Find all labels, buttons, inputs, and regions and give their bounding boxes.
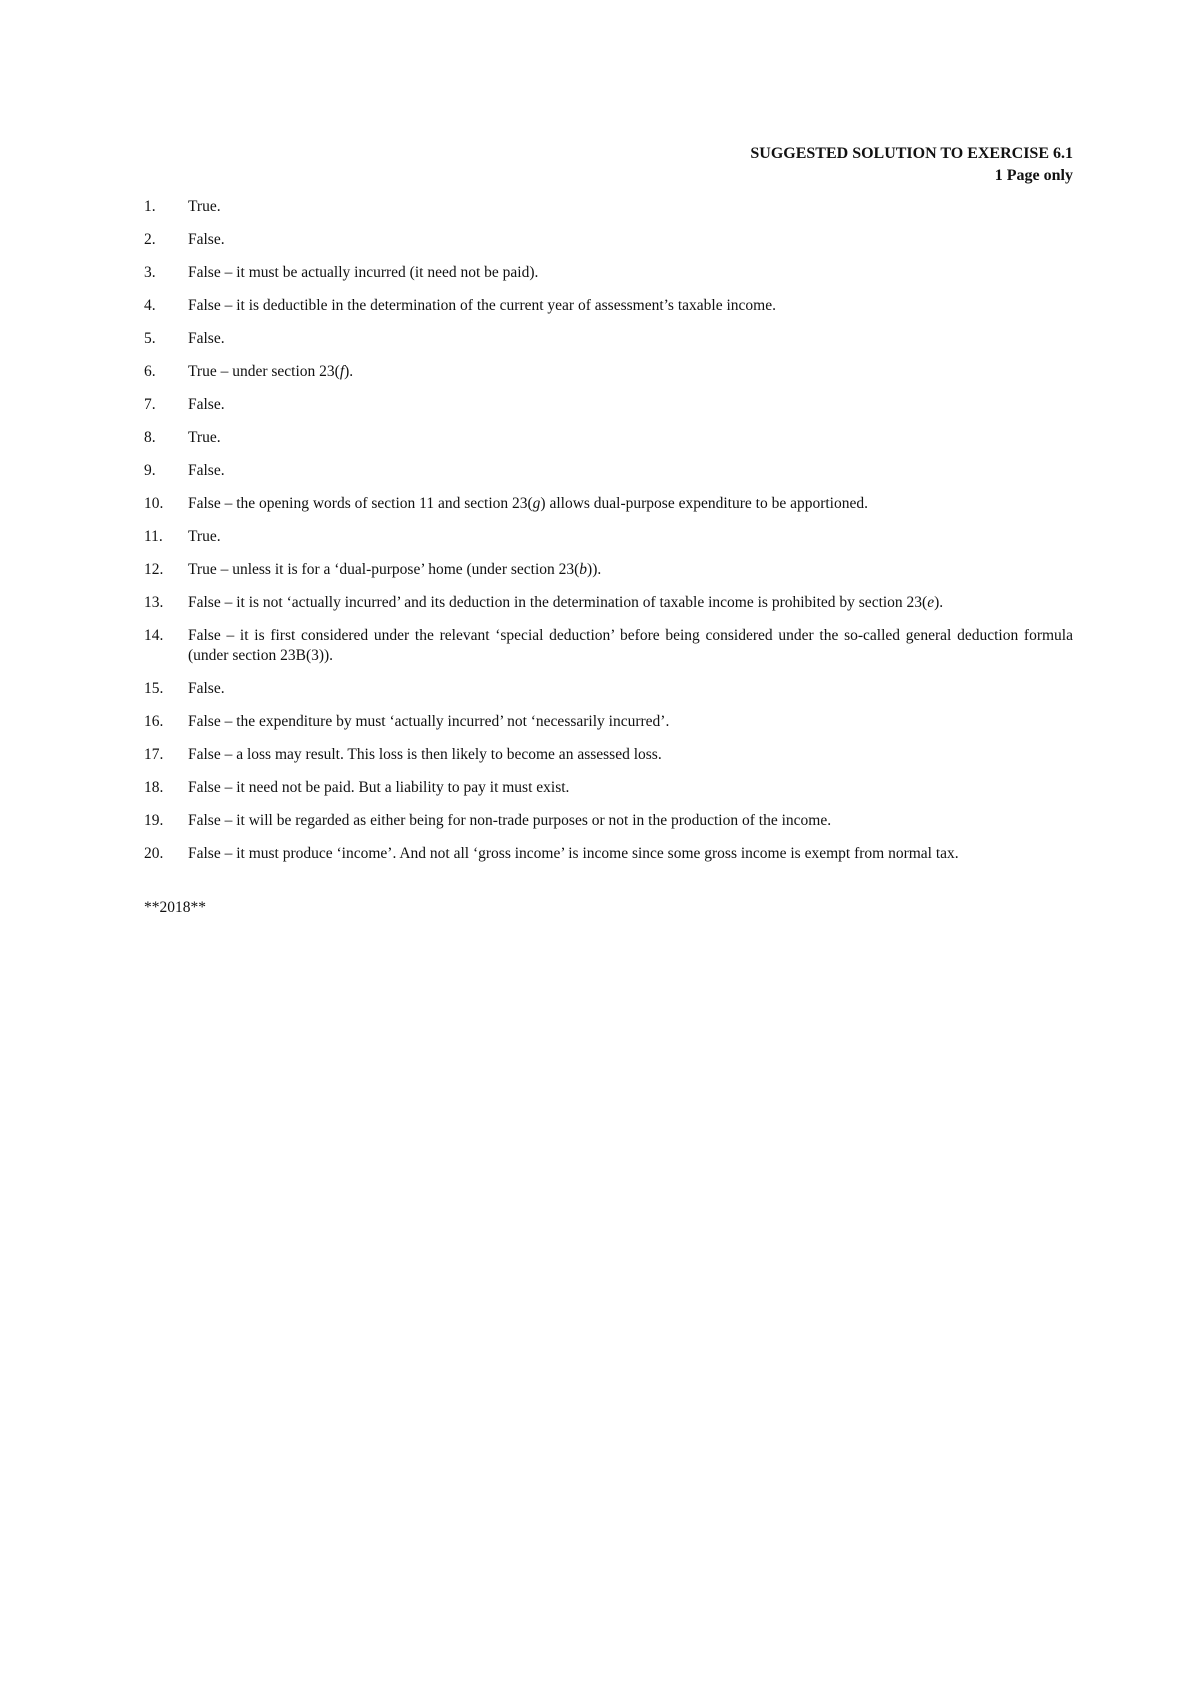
answer-number: 12.: [144, 561, 164, 578]
answer-number: 9.: [144, 462, 156, 479]
answer-text-italic: g: [532, 495, 541, 512]
answer-text: False.: [188, 231, 225, 248]
document-title: SUGGESTED SOLUTION TO EXERCISE 6.1: [750, 145, 1073, 162]
answer-text-post: )).: [587, 561, 602, 578]
answer-number: 17.: [144, 746, 164, 763]
answer-item: [144, 745, 1073, 765]
answer-list: [144, 197, 1073, 864]
answer-text: False.: [188, 396, 225, 413]
answer-number: 7.: [144, 396, 156, 413]
answer-number: 1.: [144, 198, 156, 215]
answer-item: [144, 428, 1073, 448]
answer-item: [144, 494, 1073, 514]
answer-number: 5.: [144, 330, 156, 347]
answer-text: False.: [188, 330, 225, 347]
answer-text-post: ) allows dual-purpose expenditure to be apportioned.: [540, 495, 868, 512]
answer-text: False.: [188, 462, 225, 479]
answer-item: [144, 527, 1073, 547]
answer-text-post: ).: [934, 594, 944, 611]
answer-text-italic: e: [927, 594, 935, 611]
answer-item: [144, 626, 1073, 666]
answer-text-pre: False – the opening words of section 11 and section 23(: [188, 495, 533, 512]
answer-number: 4.: [144, 297, 156, 314]
answer-number: 18.: [144, 779, 164, 796]
answer-number: 6.: [144, 363, 156, 380]
answer-text-italic: b: [579, 561, 588, 578]
answer-text: False – it is first considered under the relevant ‘special deduction’ before being considered under the so-called general deduction formula (under section 23B(3)).: [188, 627, 1073, 664]
answer-text-pre: True – under section 23(: [188, 363, 340, 380]
answer-text-italic: f: [339, 363, 345, 380]
answer-item: [144, 461, 1073, 481]
answer-number: 15.: [144, 680, 164, 697]
answer-number: 11.: [144, 528, 163, 545]
answer-text-pre: True – unless it is for a ‘dual-purpose’ home (under section 23(: [188, 561, 580, 578]
answer-text: False – it is deductible in the determination of the current year of assessment’s taxable income.: [188, 297, 776, 314]
answer-text: True.: [188, 528, 221, 545]
answer-number: 3.: [144, 264, 156, 281]
answer-item: [144, 679, 1073, 699]
answer-item: [144, 778, 1073, 798]
answer-item: [144, 197, 1073, 217]
answer-text: False – it must be actually incurred (it need not be paid).: [188, 264, 539, 281]
answer-number: 13.: [144, 594, 164, 611]
answer-text: False – it will be regarded as either being for non-trade purposes or not in the production of the income.: [188, 812, 832, 829]
answer-item: [144, 263, 1073, 283]
answer-item: [144, 296, 1073, 316]
answer-number: 10.: [144, 495, 164, 512]
answer-text: [188, 593, 1073, 613]
answer-number: 14.: [144, 627, 164, 644]
answer-item: [144, 712, 1073, 732]
answer-item: [144, 329, 1073, 349]
answer-text: True.: [188, 198, 221, 215]
answer-number: 19.: [144, 812, 164, 829]
answer-text: False.: [188, 680, 225, 697]
answer-item: [144, 844, 1073, 864]
document-footer: **2018**: [144, 899, 206, 916]
answer-item: [144, 560, 1073, 580]
answer-text: False – a loss may result. This loss is then likely to become an assessed loss.: [188, 746, 662, 763]
answer-text: False – the expenditure by must ‘actually incurred’ not ‘necessarily incurred’.: [188, 713, 670, 730]
answer-item: [144, 811, 1073, 831]
answer-text: True.: [188, 429, 221, 446]
answer-text-post: ).: [344, 363, 354, 380]
answer-text: [188, 560, 1073, 580]
answer-text: False – it must produce ‘income’. And not all ‘gross income’ is income since some gross income is exempt from normal tax.: [188, 845, 959, 862]
answer-item: [144, 362, 1073, 382]
answer-text-pre: False – it is not ‘actually incurred’ and its deduction in the determination of taxable income is prohibited by section 23(: [188, 594, 928, 611]
answer-number: 8.: [144, 429, 156, 446]
answer-text: [188, 362, 1073, 382]
answer-number: 20.: [144, 845, 164, 862]
answer-text: [188, 494, 1073, 514]
answer-item: [144, 395, 1073, 415]
answer-number: 16.: [144, 713, 164, 730]
answer-item: [144, 230, 1073, 250]
document-header: [144, 143, 1073, 187]
answer-item: [144, 593, 1073, 613]
document-subtitle: 1 Page only: [994, 167, 1073, 184]
answer-number: 2.: [144, 231, 156, 248]
answer-text: False – it need not be paid. But a liability to pay it must exist.: [188, 779, 570, 796]
